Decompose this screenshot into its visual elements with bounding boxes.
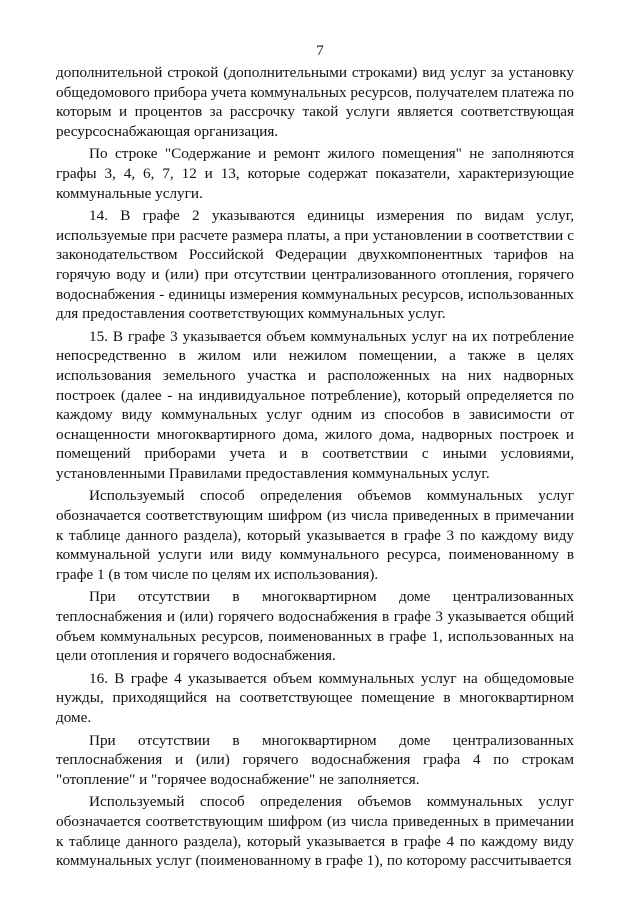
paragraph-continuation: дополнительной строкой (дополнительными строками) вид услуг за установку общедомового прибора учета коммунальных ресурсов, получателем платежа по которым и процентов за рассрочку такой услуги является соответствующая ресурсоснабжающая организация.: [56, 64, 574, 140]
paragraph-no-central-supply-column-4: При отсутствии в многоквартирном доме централизованных теплоснабжения и (или) горячего водоснабжения графа 4 по строкам "отопление" и "горячее водоснабжение" не заполняется.: [56, 731, 574, 788]
paragraph-method-column-3: Используемый способ определения объемов коммунальных услуг обозначается соответствующим шифром (из числа приведенных в примечании к таблице данного раздела), который указывается в графе 3 по каждому виду коммунальной услуги или виду коммунального ресурса, поименованному в графе 1 (в том числе по целям их использования).: [56, 487, 574, 583]
page-number: 7: [316, 43, 324, 59]
paragraph-item-16: 16. В графе 4 указывается объем коммунальных услуг на общедомовые нужды, приходящийся на соответствующее помещение в многоквартирном доме.: [56, 669, 574, 726]
paragraph-method-column-4: Используемый способ определения объемов коммунальных услуг обозначается соответствующим шифром (из числа приведенных в примечании к таблице данного раздела), который указывается в графе 4 по каждому виду коммунальных услуг (поименованному в графе 1), по которому рассчитывается: [56, 793, 574, 870]
paragraph-maintenance-row: По строке "Содержание и ремонт жилого помещения" не заполняются графы 3, 4, 6, 7, 12 и 13, которые содержат показатели, характеризующие коммунальные услуги.: [56, 145, 574, 202]
paragraph-item-14: 14. В графе 2 указываются единицы измерения по видам услуг, используемые при расчете размера платы, а при установлении в соответствии с законодательством Российской Федерации двухкомпонентных тарифов на горячую воду и (или) при отсутствии централизованного отопления, горячего водоснабжения - единицы измерения коммунальных ресурсов, использованных для предоставления соответствующих коммунальных услуг.: [56, 207, 574, 323]
paragraph-item-15: 15. В графе 3 указывается объем коммунальных услуг на их потребление непосредственно в жилом или нежилом помещении, а также в целях использования земельного участка и расположенных на них надворных построек (далее - на индивидуальное потребление), который определяется по каждому виду коммунальных услуг одним из способов в зависимости от оснащенности многоквартирного дома, жилого дома, надворных построек и помещений приборами учета и в соответствии с иными условиями, установленными Правилами предоставления коммунальных услуг.: [56, 327, 574, 482]
paragraph-no-central-supply-column-3: При отсутствии в многоквартирном доме централизованных теплоснабжения и (или) горячего водоснабжения в графе 3 указывается общий объем коммунальных ресурсов, поименованных в графе 1, использованных на цели отопления и горячего водоснабжения.: [56, 588, 574, 665]
document-body: [56, 63, 574, 871]
